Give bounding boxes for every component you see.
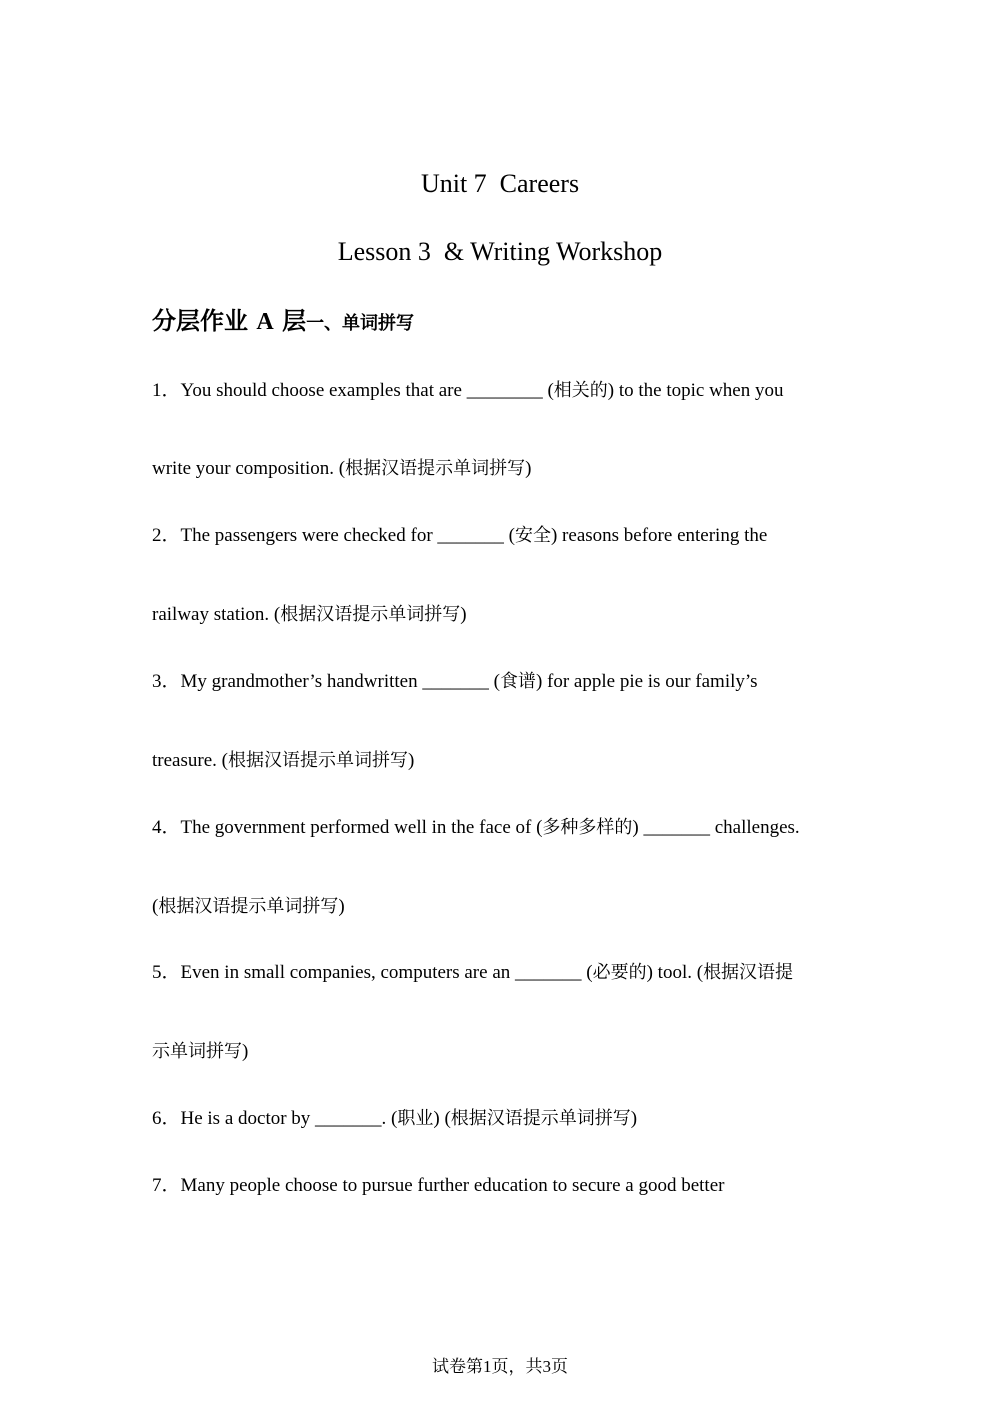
question-text: 4．The government performed well in the face of ( (152, 817, 543, 838)
question-hint: 多种多样的 (542, 817, 633, 838)
question-text: 2．The passengers were checked for _______ ( (152, 525, 515, 546)
document-title: Unit 7 Careers (420, 169, 580, 198)
question-hint: 食谱 (499, 671, 536, 692)
question-text: treasure. ( (152, 750, 228, 771)
question-text: ) reasons before entering the (550, 525, 768, 546)
question-5-line-1 (152, 960, 793, 986)
question-text: 3．My grandmother’s handwritten _______ ( (152, 671, 500, 692)
question-text: ) _______ challenges. (632, 817, 800, 838)
question-text: ) (630, 1108, 638, 1129)
question-4-line-2 (152, 894, 345, 920)
page-number: 1 (483, 1357, 492, 1376)
question-text: 1．You should choose examples that are ________ ( (152, 380, 554, 401)
document-subtitle: Lesson 3 & Writing Workshop (337, 237, 663, 266)
question-2-line-2 (152, 602, 467, 628)
page-footer (0, 1355, 1000, 1379)
question-instruction: 根据汉语提示单词拼写 (227, 750, 408, 771)
question-instruction: 根据汉语提示单词拼写 (450, 1108, 631, 1129)
question-4-line-1 (152, 815, 800, 841)
section-heading-level: A (256, 309, 274, 335)
footer-text: 试卷第 (432, 1357, 483, 1377)
question-text: write your composition. ( (152, 458, 346, 479)
question-text: ) (242, 1041, 249, 1062)
page-total: 3 (542, 1357, 551, 1376)
question-2-line-1 (152, 523, 767, 549)
question-7-line-1 (152, 1173, 724, 1199)
question-hint: 相关的 (553, 380, 608, 401)
question-text: 5．Even in small companies, computers are an _______ ( (152, 962, 593, 983)
question-text: ( (152, 896, 159, 917)
question-5-line-2 (152, 1039, 248, 1065)
question-instruction: 根据汉语提示单词拼写 (345, 458, 526, 479)
question-instruction: 根据汉语提 (703, 962, 794, 983)
question-text: 7．Many people choose to pursue further education to secure a good better (152, 1175, 725, 1196)
question-text: 6．He is a doctor by _______. ( (152, 1108, 398, 1129)
question-6-line-1 (152, 1106, 637, 1132)
question-text: ) for apple pie is our family’s (535, 671, 758, 692)
question-hint: 必要的 (592, 962, 647, 983)
question-1-line-2 (152, 456, 531, 482)
footer-text: 页 (551, 1357, 568, 1377)
question-instruction: 根据汉语提示单词拼写 (280, 604, 461, 625)
question-instruction: 示单词拼写 (152, 1041, 242, 1062)
question-text: ) (460, 604, 467, 625)
question-text: ) (338, 896, 345, 917)
question-3-line-1 (152, 669, 758, 695)
question-text: railway station. ( (152, 604, 281, 625)
question-hint: 职业 (397, 1108, 434, 1129)
question-text: ) (525, 458, 532, 479)
question-instruction: 根据汉语提示单词拼写 (158, 896, 339, 917)
question-text: ) ( (433, 1108, 451, 1129)
section-heading (152, 305, 414, 340)
question-text: ) tool. ( (646, 962, 704, 983)
section-heading-main: 分层作业 (152, 307, 248, 335)
section-heading-level-suffix: 层 (282, 307, 307, 335)
question-text: ) (407, 750, 415, 771)
question-hint: 安全 (514, 525, 551, 546)
footer-text: 页，共 (491, 1357, 543, 1377)
question-1-line-1 (152, 378, 783, 404)
section-heading-sub: 一、单词拼写 (306, 313, 415, 334)
question-text: ) to the topic when you (607, 380, 784, 401)
question-3-line-2 (152, 748, 414, 774)
